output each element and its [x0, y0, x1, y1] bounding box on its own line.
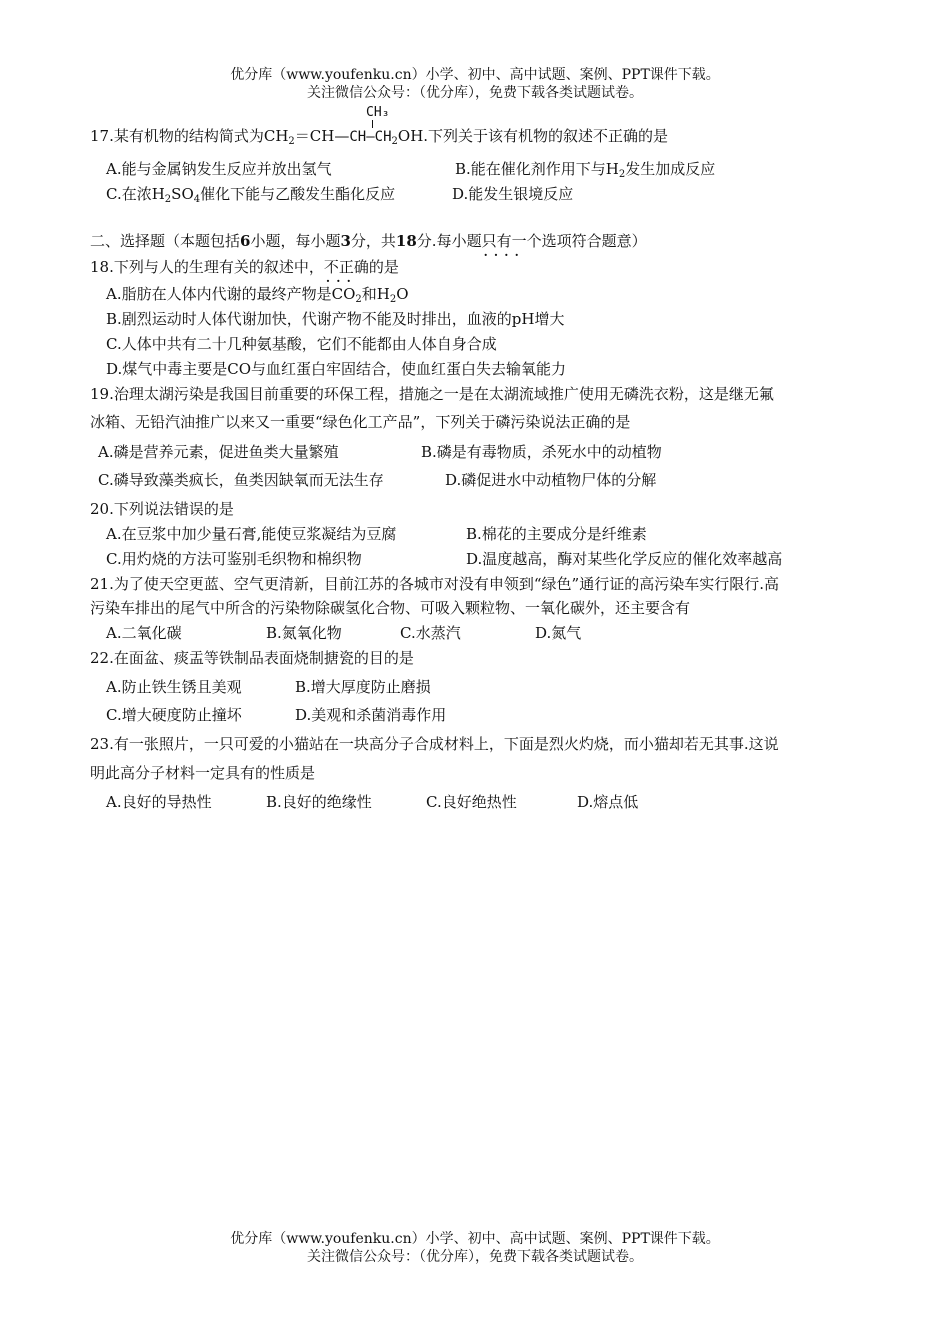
methyl-branch: [366, 106, 389, 120]
section-text: 选项符合题意）: [541, 232, 647, 250]
q17-stem-end: OH.下列关于该有机物的叙述不正确的是: [397, 127, 669, 145]
q18-text-end: 的是: [368, 258, 399, 276]
q21-option-c: C.水蒸汽: [400, 624, 461, 642]
q18-a-mid: 和H: [361, 285, 390, 303]
q18-text: 18.下列与人的生理有关的叙述中，: [90, 258, 324, 276]
q18-option-c: C.人体中共有二十几种氨基酸，它们不能都由人体自身合成: [106, 335, 497, 353]
q19-line-2: 冰箱、无铅汽油推广以来又一重要“绿色化工产品”，下列关于磷污染说法正确的是: [90, 413, 631, 431]
q20-option-d: D.温度越高，酶对某些化学反应的催化效率越高: [466, 550, 783, 568]
q17-option-b: [455, 159, 715, 185]
subscript: 2: [389, 294, 397, 305]
q19-option-b: B.磷是有毒物质，杀死水中的动植物: [421, 443, 662, 461]
q17-option-c: [106, 184, 395, 210]
q18-option-a: [106, 284, 409, 310]
subscript: 2: [618, 169, 626, 180]
q20-option-c: C.用灼烧的方法可鉴别毛织物和棉织物: [106, 550, 362, 568]
q18-stem: [90, 257, 399, 277]
emphasis-text: 只有一个 · · · ·: [482, 231, 542, 251]
q21-option-b: B.氮氧化物: [266, 624, 342, 642]
emphasis-text: 不正确 · · ·: [324, 257, 369, 277]
methyl-label: CH₃: [366, 105, 390, 120]
q17-formula-mid: ＝CH—: [294, 127, 350, 145]
subscript: 2: [164, 194, 172, 205]
q23-option-a: A.良好的导热性: [106, 793, 212, 811]
q19-option-d: D.磷促进水中动植物尸体的分解: [445, 471, 657, 489]
q22-stem: 22.在面盆、痰盂等铁制品表面烧制搪瓷的目的是: [90, 649, 414, 667]
q18-option-d: D.煤气中毒主要是CO与血红蛋白牢固结合，使血红蛋白失去输氧能力: [106, 360, 567, 378]
q19-option-a: A.磷是营养元素，促进鱼类大量繁殖: [98, 443, 339, 461]
q23-option-d: D.熔点低: [577, 793, 639, 811]
subscript: 2: [355, 294, 362, 305]
q20-option-a: A.在豆浆中加少量石膏,能使豆浆凝结为豆腐: [106, 525, 397, 543]
header-line-2: 关注微信公众号：（优分库），免费下载各类试题试卷。: [307, 85, 643, 101]
q19-line-1: 19.治理太湖污染是我国目前重要的环保工程，措施之一是在太湖流域推广使用无磷洗衣粉，这是继无氟: [90, 385, 774, 403]
q17-c-mid: SO: [171, 185, 194, 203]
q17-c-text-end: 催化下能与乙酸发生酯化反应: [200, 185, 396, 203]
footer-line-2: 关注微信公众号：（优分库），免费下载各类试题试卷。: [307, 1249, 643, 1265]
section-text: 分.每小题: [416, 232, 482, 250]
q17-option-a: A.能与金属钠发生反应并放出氢气: [106, 160, 332, 178]
q21-line-2: 污染车排出的尾气中所含的污染物除碳氢化合物、可吸入颗粒物、一氧化碳外，还主要含有: [90, 599, 691, 617]
q17-formula-start: 17.某有机物的结构简式为CH: [90, 127, 289, 145]
q18-a-end: O: [396, 285, 409, 303]
q22-option-a: A.防止铁生锈且美观: [106, 678, 242, 696]
section-text: 小题，每小题: [250, 232, 341, 250]
q18-a-text: A.脂肪在人体内代谢的最终产物是CO: [106, 285, 356, 303]
section-total: 18: [395, 232, 417, 250]
q21-option-a: A.二氧化碳: [106, 624, 182, 642]
q23-option-b: B.良好的绝缘性: [266, 793, 372, 811]
q22-option-c: C.增大硬度防止撞坏: [106, 706, 242, 724]
footer-line-1: 优分库（www.youfenku.cn）小学、初中、高中试题、案例、PPT课件下载。: [230, 1231, 720, 1247]
section-text: 二、选择题（本题包括: [90, 232, 241, 250]
section-count: 6: [240, 232, 251, 250]
q23-line-2: 明此高分子材料一定具有的性质是: [90, 764, 316, 782]
q22-option-b: B.增大厚度防止磨损: [295, 678, 431, 696]
q21-line-1: 21.为了使天空更蓝、空气更清新，目前江苏的各城市对没有申领到“绿色”通行证的高污染车实行限行.高: [90, 575, 779, 593]
q17-b-text: B.能在催化剂作用下与H: [455, 160, 619, 178]
q23-line-1: 23.有一张照片，一只可爱的小猫站在一块高分子合成材料上，下面是烈火灼烧，而小猫却若无其事.这说: [90, 735, 779, 753]
q20-option-b: B.棉花的主要成分是纤维素: [466, 525, 647, 543]
section-heading: [90, 231, 647, 251]
header-line-1: 优分库（www.youfenku.cn）小学、初中、高中试题、案例、PPT课件下载。: [230, 67, 720, 83]
section-score: 3: [340, 232, 351, 250]
q17-formula-ch: CH—CH: [349, 129, 392, 145]
subscript: 4: [193, 194, 201, 205]
q21-option-d: D.氮气: [535, 624, 582, 642]
q18-option-b: B.剧烈运动时人体代谢加快，代谢产物不能及时排出，血液的pH增大: [106, 310, 565, 328]
q17-c-text: C.在浓H: [106, 185, 165, 203]
q20-stem: 20.下列说法错误的是: [90, 500, 234, 518]
section-text: 分，共: [350, 232, 396, 250]
q19-option-c: C.磷导致藻类疯长，鱼类因缺氧而无法生存: [98, 471, 384, 489]
q23-option-c: C.良好绝热性: [426, 793, 517, 811]
q17-option-d: D.能发生银境反应: [452, 185, 574, 203]
subscript: 2: [288, 136, 295, 147]
q22-option-d: D.美观和杀菌消毒作用: [295, 706, 447, 724]
q17-b-text-end: 发生加成反应: [625, 160, 716, 178]
subscript: 2: [391, 136, 398, 147]
q17-stem: [90, 126, 668, 152]
